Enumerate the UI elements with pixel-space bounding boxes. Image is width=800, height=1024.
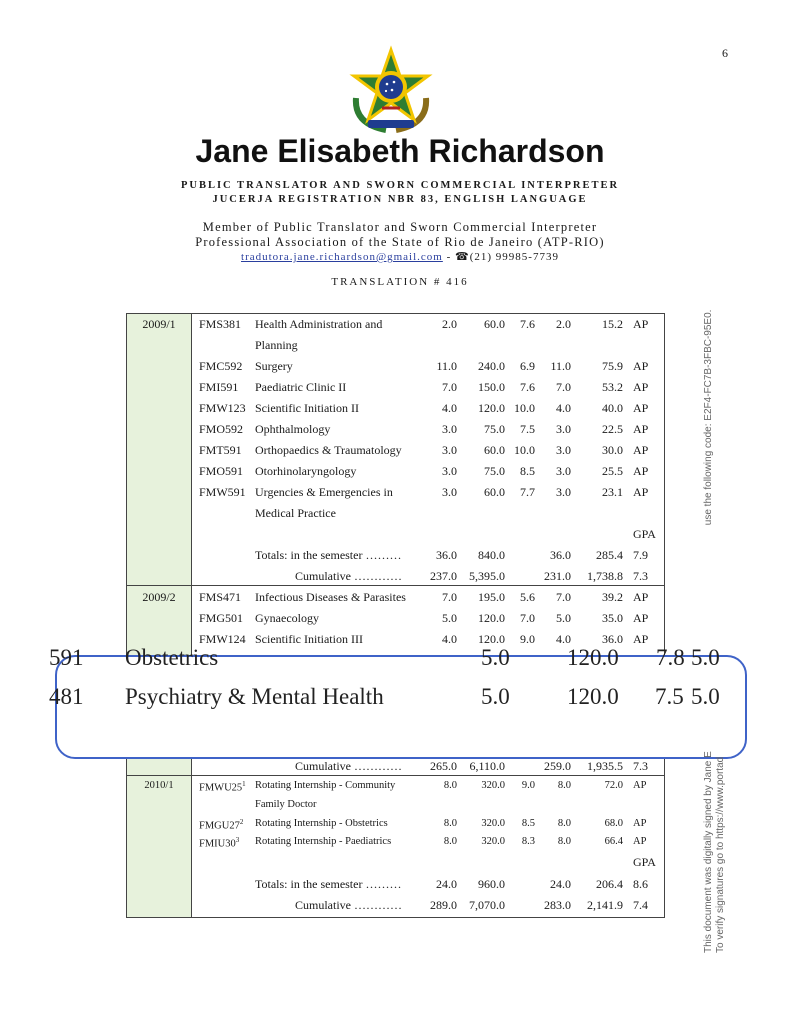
value-1: 3.0 bbox=[442, 443, 457, 457]
value-3: 8.5 bbox=[520, 464, 535, 478]
value-2: 120.0 bbox=[478, 611, 505, 625]
value-1: 289.0 bbox=[430, 898, 457, 912]
status: AP bbox=[633, 611, 649, 625]
gpa-label: GPA bbox=[633, 527, 656, 541]
value-5: 206.4 bbox=[596, 877, 623, 891]
signature-line-1-tail: use the following code: E2F4-FC7B-3FBC-95E0. bbox=[703, 309, 714, 526]
course-name: Ophthalmology bbox=[255, 422, 331, 436]
value-2: 75.0 bbox=[484, 464, 505, 478]
value-2: 60.0 bbox=[484, 443, 505, 457]
value-1: 4.0 bbox=[442, 632, 457, 646]
value-1: 8.0 bbox=[443, 818, 457, 829]
value-3: 7.6 bbox=[520, 380, 535, 394]
membership-line-2: Professional Association of the State of Rio de Janeiro (ATP-RIO) bbox=[195, 235, 605, 249]
course-name-cont: Planning bbox=[255, 338, 298, 352]
value-1: 4.0 bbox=[442, 401, 457, 415]
value-5: 30.0 bbox=[602, 443, 623, 457]
course-code: $FMWU25^1$ bbox=[199, 780, 246, 794]
value-5: 1,935.5 bbox=[587, 759, 623, 773]
zoom-row-value: 5.0 bbox=[691, 684, 720, 709]
value-5: 40.0 bbox=[602, 401, 623, 415]
membership-line-1: Member of Public Translator and Sworn Commercial Interpreter bbox=[202, 220, 598, 234]
value-1: 2.0 bbox=[442, 317, 457, 331]
value-3: 8.3 bbox=[521, 836, 535, 847]
status: AP bbox=[633, 380, 649, 394]
status: AP bbox=[633, 632, 649, 646]
value-5: 66.4 bbox=[604, 836, 623, 847]
value-2: 120.0 bbox=[478, 401, 505, 415]
course-name: Orthopaedics & Traumatology bbox=[255, 443, 402, 457]
value-1: 11.0 bbox=[436, 359, 457, 373]
value-5: 53.2 bbox=[602, 380, 623, 394]
value-2: 120.0 bbox=[478, 632, 505, 646]
value-5: 2,141.9 bbox=[587, 898, 623, 912]
value-2: 75.0 bbox=[484, 422, 505, 436]
value-4: 8.0 bbox=[557, 780, 571, 791]
value-2: 195.0 bbox=[478, 590, 505, 604]
value-1: 265.0 bbox=[430, 759, 457, 773]
value-4: 3.0 bbox=[556, 464, 571, 478]
semester-divider bbox=[127, 585, 664, 586]
phone-icon: ☎ bbox=[455, 251, 470, 263]
status: AP bbox=[633, 590, 649, 604]
course-name-cont: Medical Practice bbox=[255, 506, 336, 520]
value-3: 9.0 bbox=[521, 780, 535, 791]
value-2: 240.0 bbox=[478, 359, 505, 373]
value-4: 7.0 bbox=[556, 380, 571, 394]
translator-name: Jane Elisabeth Richardson bbox=[195, 133, 605, 169]
value-5: 15.2 bbox=[602, 317, 623, 331]
value-1: 24.0 bbox=[436, 877, 457, 891]
value-5: 23.1 bbox=[602, 485, 623, 499]
course-name: Urgencies & Emergencies in bbox=[255, 485, 393, 499]
translator-title: PUBLIC TRANSLATOR AND SWORN COMMERCIAL INTERPRETER bbox=[180, 180, 620, 191]
cumulative-label: Cumulative ………… bbox=[295, 898, 402, 912]
value-5: 39.2 bbox=[602, 590, 623, 604]
value-2: 840.0 bbox=[478, 548, 505, 562]
value-3: 5.6 bbox=[520, 590, 535, 604]
semester-label: 2009/1 bbox=[142, 317, 176, 331]
value-3: 10.0 bbox=[514, 401, 535, 415]
value-1: 8.0 bbox=[443, 836, 457, 847]
signature-line-2: To verify signatures go to https://www.portad bbox=[715, 756, 726, 953]
value-4: 8.0 bbox=[557, 818, 571, 829]
value-4: 36.0 bbox=[550, 548, 571, 562]
contact-line bbox=[0, 250, 800, 263]
course-code: FMS471 bbox=[199, 590, 242, 604]
value-4: 5.0 bbox=[556, 611, 571, 625]
course-code: $FMIU30^3$ bbox=[199, 836, 240, 850]
value-3: 7.6 bbox=[520, 317, 535, 331]
value-4: 3.0 bbox=[556, 422, 571, 436]
value-4: 7.0 bbox=[556, 590, 571, 604]
value-4: 2.0 bbox=[556, 317, 571, 331]
status: AP bbox=[633, 818, 647, 829]
cumulative-label: Cumulative ………… bbox=[295, 759, 402, 773]
gpa-value: 7.4 bbox=[633, 898, 648, 912]
course-name: Infectious Diseases & Parasites bbox=[255, 590, 406, 604]
value-2: 60.0 bbox=[484, 485, 505, 499]
zoom-row-value: 5.0 bbox=[481, 645, 510, 670]
value-4: 4.0 bbox=[556, 632, 571, 646]
zoom-row-code: 481 bbox=[49, 684, 84, 709]
status: AP bbox=[633, 464, 649, 478]
course-code: FMS381 bbox=[199, 317, 242, 331]
value-5: 25.5 bbox=[602, 464, 623, 478]
value-2: 7,070.0 bbox=[469, 898, 505, 912]
value-5: 285.4 bbox=[596, 548, 623, 562]
gpa-label: GPA bbox=[633, 855, 656, 869]
gpa-value: 7.3 bbox=[633, 759, 648, 773]
value-3: 7.5 bbox=[520, 422, 535, 436]
value-2: 320.0 bbox=[481, 818, 505, 829]
gpa-value: 8.6 bbox=[633, 877, 648, 891]
value-3: 6.9 bbox=[520, 359, 535, 373]
gpa-value: 7.9 bbox=[633, 548, 648, 562]
value-4: 231.0 bbox=[544, 569, 571, 583]
value-1: 36.0 bbox=[436, 548, 457, 562]
course-name-cont: Family Doctor bbox=[255, 799, 317, 810]
value-5: 1,738.8 bbox=[587, 569, 623, 583]
course-name: Surgery bbox=[255, 359, 293, 373]
status: AP bbox=[633, 359, 649, 373]
semester-label: 2010/1 bbox=[144, 780, 174, 791]
contact-separator: - bbox=[442, 251, 456, 263]
translation-number: TRANSLATION # 416 bbox=[331, 276, 469, 288]
value-4: 11.0 bbox=[550, 359, 571, 373]
brazil-coat-of-arms-icon bbox=[346, 46, 436, 136]
course-code: FMG501 bbox=[199, 611, 244, 625]
value-5: 35.0 bbox=[602, 611, 623, 625]
value-1: 7.0 bbox=[442, 380, 457, 394]
value-5: 36.0 bbox=[602, 632, 623, 646]
course-name: Otorhinolaryngology bbox=[255, 464, 357, 478]
zoom-overlay bbox=[49, 645, 747, 759]
value-3: 9.0 bbox=[520, 632, 535, 646]
semester-label: 2009/2 bbox=[142, 590, 176, 604]
course-code: FMW124 bbox=[199, 632, 246, 646]
status: AP bbox=[633, 422, 649, 436]
gpa-value: 7.3 bbox=[633, 569, 648, 583]
course-code: FMW591 bbox=[199, 485, 246, 499]
course-name: Paediatric Clinic II bbox=[255, 380, 347, 394]
email-link[interactable]: tradutora.jane.richardson@gmail.com bbox=[241, 251, 443, 263]
course-code: $FMGU27^2$ bbox=[199, 818, 244, 832]
course-code: FMO591 bbox=[199, 464, 244, 478]
value-1: 8.0 bbox=[443, 780, 457, 791]
zoom-row-name: Psychiatry & Mental Health bbox=[125, 684, 384, 709]
course-code: FMW123 bbox=[199, 401, 246, 415]
zoom-row-name: Obstetrics bbox=[125, 645, 219, 670]
value-1: 3.0 bbox=[442, 464, 457, 478]
value-1: 5.0 bbox=[442, 611, 457, 625]
cumulative-label: Cumulative ………… bbox=[295, 569, 402, 583]
value-1: 3.0 bbox=[442, 485, 457, 499]
zoom-row-value: 120.0 bbox=[567, 684, 619, 709]
value-4: 3.0 bbox=[556, 443, 571, 457]
totals-label: Totals: in the semester ……… bbox=[255, 877, 402, 891]
value-5: 75.9 bbox=[602, 359, 623, 373]
value-3: 7.7 bbox=[520, 485, 535, 499]
value-2: 6,110.0 bbox=[469, 759, 505, 773]
course-name: Rotating Internship - Obstetrics bbox=[255, 818, 388, 829]
course-code: FMO592 bbox=[199, 422, 244, 436]
value-2: 960.0 bbox=[478, 877, 505, 891]
zoom-row-value: 7.5 bbox=[655, 684, 684, 709]
value-2: 150.0 bbox=[478, 380, 505, 394]
status: AP bbox=[633, 836, 647, 847]
course-name: Rotating Internship - Community bbox=[255, 780, 396, 791]
course-code: FMT591 bbox=[199, 443, 242, 457]
value-1: 3.0 bbox=[442, 422, 457, 436]
value-4: 283.0 bbox=[544, 898, 571, 912]
zoom-row-value: 7.8 bbox=[656, 645, 685, 670]
course-name: Scientific Initiation III bbox=[255, 632, 363, 646]
zoom-row-code: 591 bbox=[49, 645, 84, 670]
value-3: 7.0 bbox=[520, 611, 535, 625]
value-1: 237.0 bbox=[430, 569, 457, 583]
registration-line: JUCERJA REGISTRATION NBR 83, ENGLISH LANGUAGE bbox=[212, 194, 588, 205]
transcript-table bbox=[126, 313, 665, 918]
value-4: 8.0 bbox=[557, 836, 571, 847]
value-4: 4.0 bbox=[556, 401, 571, 415]
course-name: Rotating Internship - Paediatrics bbox=[255, 836, 392, 847]
zoom-row-value: 120.0 bbox=[567, 645, 619, 670]
value-4: 259.0 bbox=[544, 759, 571, 773]
status: AP bbox=[633, 780, 647, 791]
course-name: Health Administration and bbox=[255, 317, 383, 331]
course-name: Scientific Initiation II bbox=[255, 401, 359, 415]
status: AP bbox=[633, 401, 649, 415]
value-5: 22.5 bbox=[602, 422, 623, 436]
value-2: 320.0 bbox=[481, 836, 505, 847]
value-4: 3.0 bbox=[556, 485, 571, 499]
status: AP bbox=[633, 443, 649, 457]
signature-line-1: This document was digitally signed by Jane E bbox=[703, 751, 714, 953]
page-number: 6 bbox=[722, 46, 728, 60]
value-2: 60.0 bbox=[484, 317, 505, 331]
value-4: 24.0 bbox=[550, 877, 571, 891]
value-2: 320.0 bbox=[481, 780, 505, 791]
value-3: 10.0 bbox=[514, 443, 535, 457]
phone-number: (21) 99985-7739 bbox=[469, 251, 559, 263]
value-3: 8.5 bbox=[521, 818, 535, 829]
semester-column bbox=[127, 314, 192, 917]
course-code: FMI591 bbox=[199, 380, 239, 394]
value-5: 68.0 bbox=[604, 818, 623, 829]
value-2: 5,395.0 bbox=[469, 569, 505, 583]
semester-divider bbox=[127, 775, 664, 776]
zoom-row-value: 5.0 bbox=[481, 684, 510, 709]
value-5: 72.0 bbox=[604, 780, 623, 791]
status: AP bbox=[633, 485, 649, 499]
course-code: FMC592 bbox=[199, 359, 243, 373]
totals-label: Totals: in the semester ……… bbox=[255, 548, 402, 562]
zoom-row-value: 5.0 bbox=[691, 645, 720, 670]
course-name: Gynaecology bbox=[255, 611, 319, 625]
value-1: 7.0 bbox=[442, 590, 457, 604]
status: AP bbox=[633, 317, 649, 331]
